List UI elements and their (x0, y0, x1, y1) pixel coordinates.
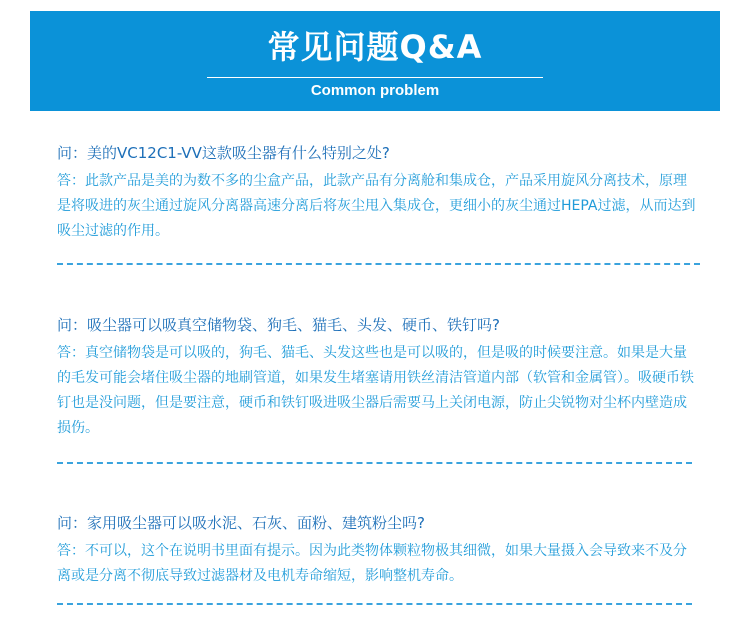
title-divider (207, 77, 543, 78)
faq-question: 问：家用吸尘器可以吸水泥、石灰、面粉、建筑粉尘吗? (57, 514, 425, 532)
faq-question: 问：吸尘器可以吸真空储物袋、狗毛、猫毛、头发、硬币、铁钉吗? (57, 316, 500, 334)
page-title: 常见问题Q&A (267, 28, 483, 66)
faq-question: 问：美的VC12C1-VV这款吸尘器有什么特别之处? (57, 144, 390, 162)
page-subtitle: Common problem (310, 82, 440, 99)
dashed-divider (57, 263, 700, 265)
dashed-divider (57, 462, 692, 464)
faq-answer: 答：此款产品是美的为数不多的尘盒产品，此款产品有分离舱和集成仓，产品采用旋风分离技术，原理是将吸进的灰尘通过旋风分离器高速分离后将灰尘甩入集成仓，更细小的灰尘通过HEPA过滤，从而达到吸尘过滤的作用。 (57, 173, 696, 239)
dashed-divider (57, 603, 692, 605)
faq-item (57, 315, 707, 441)
faq-item (57, 513, 707, 589)
faq-answer: 答：真空储物袋是可以吸的，狗毛、猫毛、头发这些也是可以吸的，但是吸的时候要注意。如果是大量的毛发可能会堵住吸尘器的地刷管道，如果发生堵塞请用铁丝清洁管道内部（软管和金属管）。吸硬币铁钉也是没问题，但是要注意，硬币和铁钉吸进吸尘器后需要马上关闭电源，防止尖锐物对尘杯内壁造成损伤。 (57, 345, 694, 436)
faq-answer: 答：不可以，这个在说明书里面有提示。因为此类物体颗粒物极其细微，如果大量摄入会导致来不及分离或是分离不彻底导致过滤器材及电机寿命缩短，影响整机寿命。 (57, 543, 687, 584)
header-banner (30, 11, 720, 111)
faq-item (57, 143, 707, 244)
